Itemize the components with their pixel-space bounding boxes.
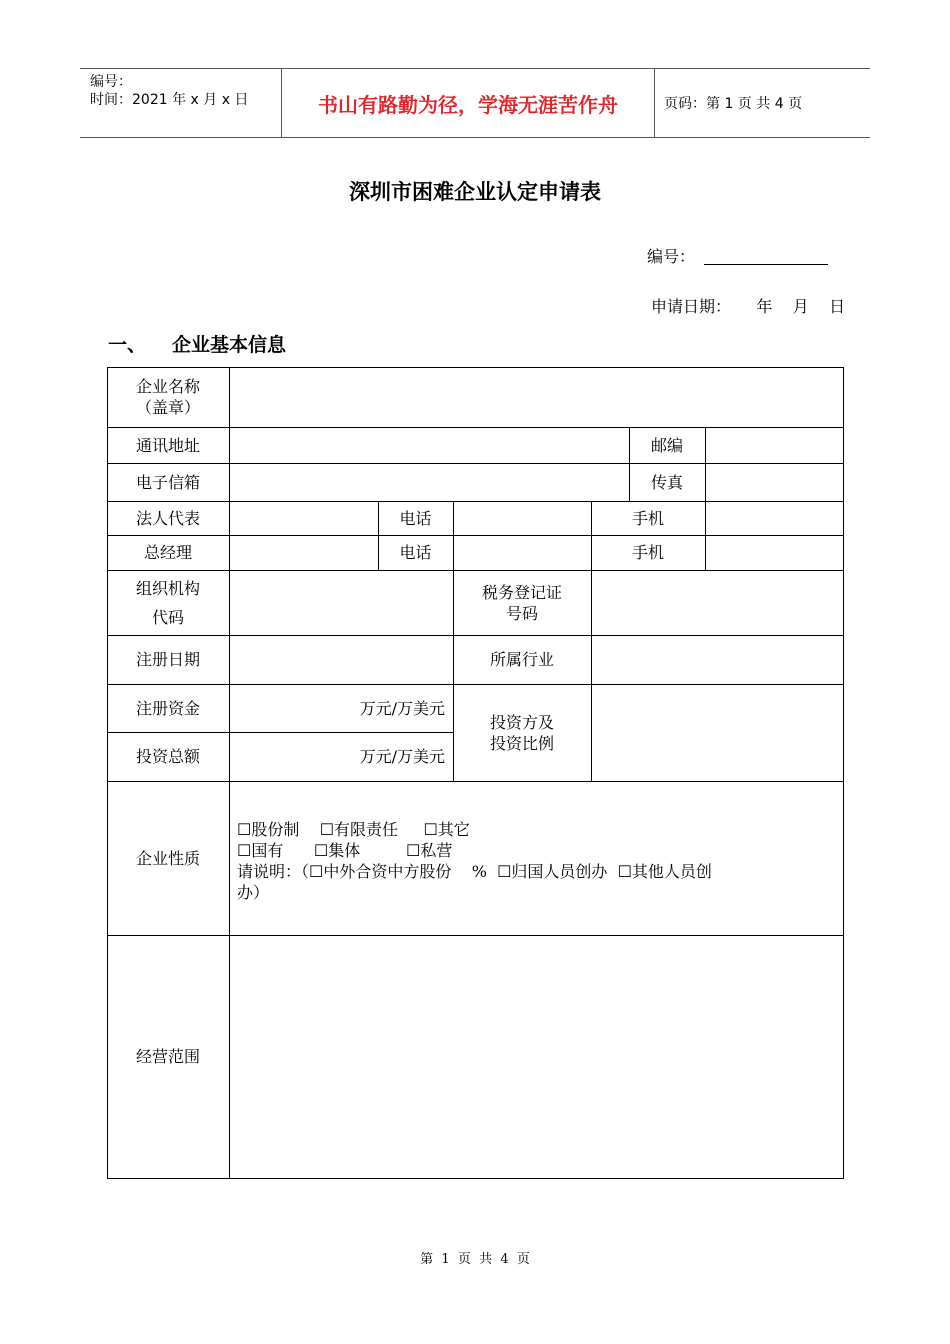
label-total-investment: 投资总额 bbox=[135, 747, 200, 766]
label-email: 电子信箱 bbox=[135, 472, 200, 492]
nature-option-row[interactable]: 办） bbox=[237, 883, 270, 902]
address-input[interactable] bbox=[230, 427, 629, 463]
header-divider bbox=[654, 69, 655, 137]
general-manager-input[interactable] bbox=[230, 535, 378, 570]
section-index: 一、 bbox=[108, 334, 147, 356]
tax-reg-input[interactable] bbox=[592, 570, 843, 635]
label-tax-reg: 税务登记证 号码 bbox=[481, 582, 562, 623]
label-reg-capital: 注册资金 bbox=[135, 698, 200, 718]
header-time-label: 时间：2021 年 x 月 x 日 bbox=[90, 92, 249, 108]
business-scope-input[interactable] bbox=[230, 936, 843, 1178]
header-meta bbox=[90, 73, 248, 109]
number-field-label: 编号： bbox=[647, 247, 696, 266]
general-manager-phone-input[interactable] bbox=[454, 535, 591, 570]
legal-rep-phone-input[interactable] bbox=[454, 501, 591, 535]
label-phone: 电话 bbox=[399, 543, 432, 562]
org-code-input[interactable] bbox=[230, 570, 453, 635]
label-nature: 企业性质 bbox=[135, 848, 200, 868]
email-input[interactable] bbox=[230, 463, 629, 501]
label-fax: 传真 bbox=[650, 472, 683, 492]
nature-option-row[interactable]: ☐股份制 ☐有限责任 ☐其它 bbox=[237, 820, 470, 839]
general-manager-mobile-input[interactable] bbox=[706, 535, 843, 570]
reg-date-input[interactable] bbox=[230, 635, 453, 684]
company-info-form bbox=[107, 367, 844, 1179]
label-business-scope: 经营范围 bbox=[135, 1047, 200, 1066]
nature-option-row[interactable]: ☐国有 ☐集体 ☐私营 bbox=[237, 841, 453, 860]
postcode-input[interactable] bbox=[706, 427, 843, 463]
label-legal-rep: 法人代表 bbox=[135, 508, 200, 528]
label-reg-date: 注册日期 bbox=[135, 650, 200, 669]
reg-capital-unit[interactable]: 万元/万美元 bbox=[359, 698, 445, 718]
investor-ratio-input[interactable] bbox=[592, 684, 843, 781]
document-title: 深圳市困难企业认定申请表 bbox=[349, 180, 601, 204]
section-title: 企业基本信息 bbox=[172, 334, 287, 356]
label-mobile: 手机 bbox=[631, 543, 664, 562]
legal-rep-input[interactable] bbox=[230, 501, 378, 535]
label-general-manager: 总经理 bbox=[143, 543, 192, 562]
number-field-input[interactable] bbox=[704, 264, 828, 265]
industry-input[interactable] bbox=[592, 635, 843, 684]
page-footer: 第 1 页 共 4 页 bbox=[420, 1252, 530, 1267]
header-page-info: 页码：第 1 页 共 4 页 bbox=[664, 96, 803, 112]
label-industry: 所属行业 bbox=[489, 650, 554, 669]
page-header bbox=[80, 68, 870, 138]
label-address: 通讯地址 bbox=[135, 435, 200, 455]
nature-option-row[interactable]: 请说明：（☐中外合资中方股份 % ☐归国人员创办 ☐其他人员创 bbox=[237, 862, 712, 881]
label-company-name: 企业名称 （盖章） bbox=[135, 377, 200, 417]
header-motto: 书山有路勤为径，学海无涯苦作舟 bbox=[318, 92, 618, 117]
label-phone: 电话 bbox=[399, 508, 432, 528]
label-postcode: 邮编 bbox=[650, 435, 683, 455]
label-investor-ratio: 投资方及 投资比例 bbox=[489, 712, 554, 753]
fax-input[interactable] bbox=[706, 463, 843, 501]
apply-date: 申请日期： 年 月 日 bbox=[651, 297, 846, 316]
header-number-label: 编号： bbox=[90, 74, 132, 90]
total-investment-unit[interactable]: 万元/万美元 bbox=[359, 747, 445, 766]
label-mobile: 手机 bbox=[631, 508, 664, 528]
label-org-code: 组织机构 代码 bbox=[135, 578, 200, 627]
legal-rep-mobile-input[interactable] bbox=[706, 501, 843, 535]
company-name-input[interactable] bbox=[230, 367, 843, 427]
nature-options[interactable] bbox=[237, 819, 827, 903]
section-heading bbox=[108, 330, 312, 357]
